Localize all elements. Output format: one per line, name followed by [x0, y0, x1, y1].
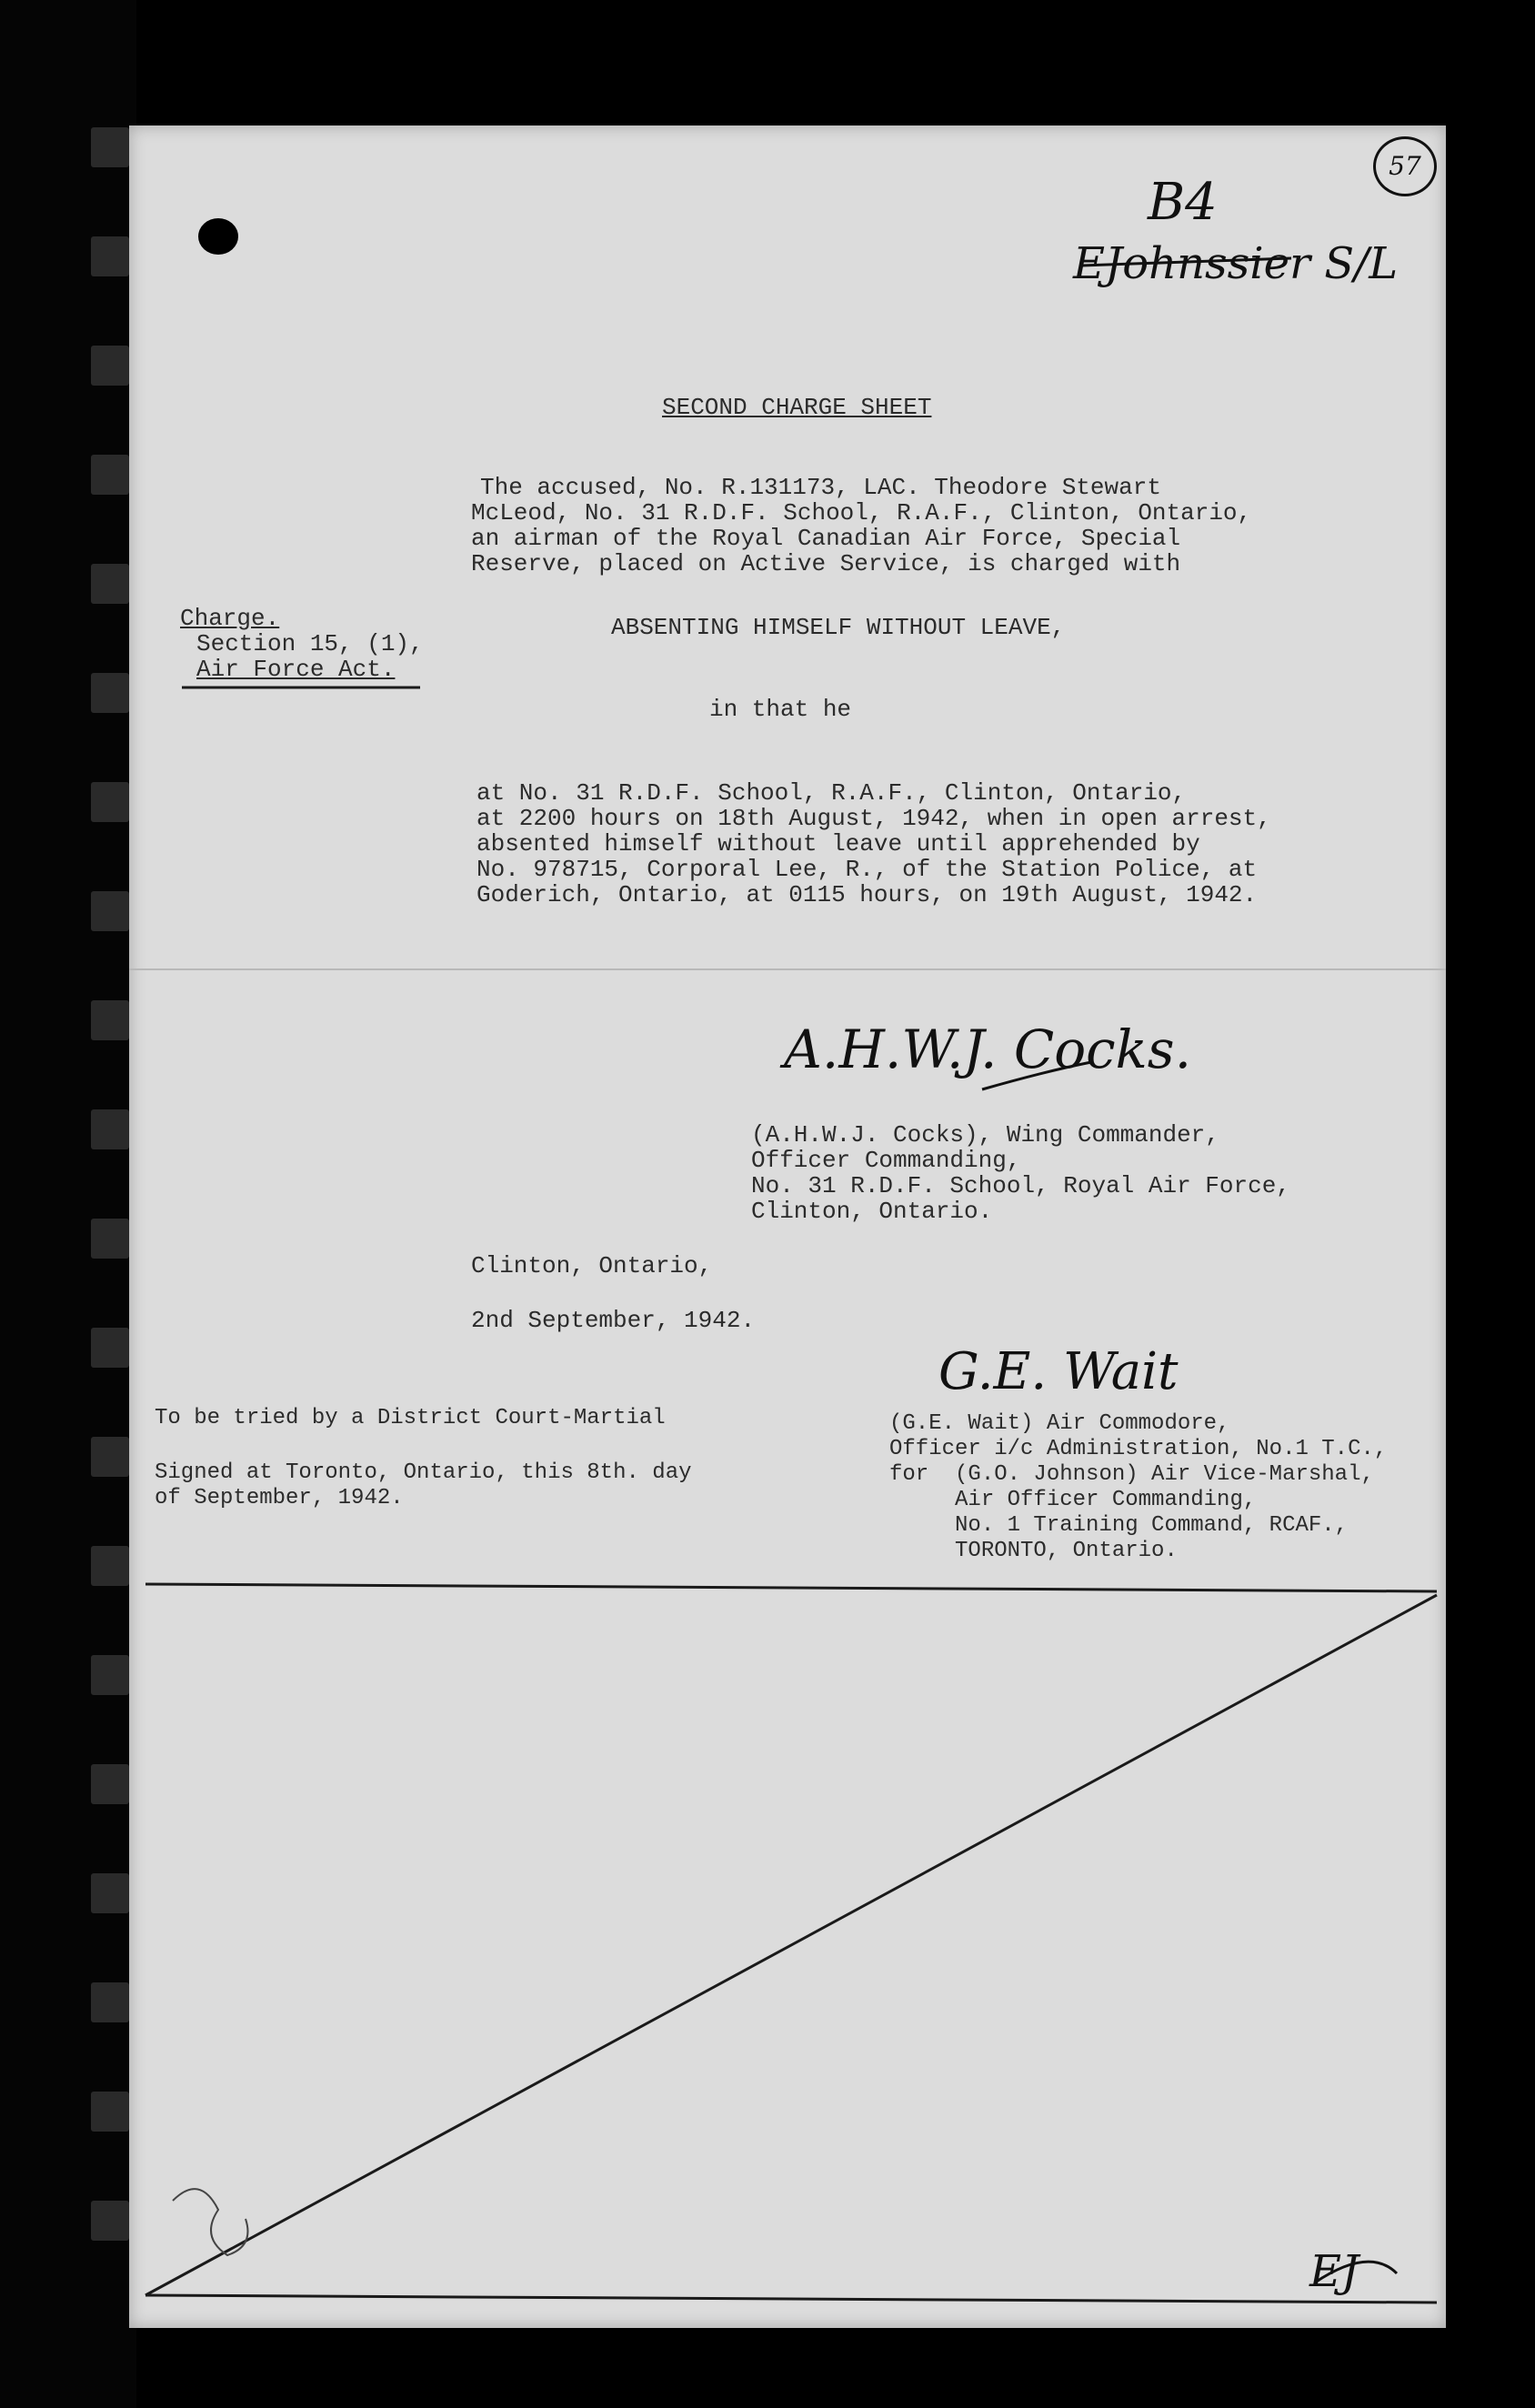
- particulars-line-2: at 2200 hours on 18th August, 1942, when in open arrest,: [477, 805, 1271, 832]
- particulars-line-4: No. 978715, Corporal Lee, R., of the Station Police, at: [477, 856, 1258, 883]
- charge-section: Section 15, (1),: [196, 630, 424, 657]
- accused-line-2: McLeod, No. 31 R.D.F. School, R.A.F., Clinton, Ontario,: [471, 499, 1252, 527]
- cocks-line-3: No. 31 R.D.F. School, Royal Air Force,: [751, 1172, 1290, 1199]
- wait-line-2: Officer i/c Administration, No.1 T.C.,: [889, 1437, 1388, 1461]
- accused-line-1: The accused, No. R.131173, LAC. Theodore Stewart: [480, 474, 1161, 501]
- file-code: B4: [1148, 173, 1218, 232]
- offence-text: ABSENTING HIMSELF WITHOUT LEAVE,: [611, 614, 1066, 641]
- handwritten-initials: EJohnssier S/L: [1073, 238, 1399, 289]
- signed-note-line-2: of September, 1942.: [155, 1486, 404, 1510]
- charge-act: Air Force Act.: [196, 656, 396, 683]
- wait-line-1: (G.E. Wait) Air Commodore,: [889, 1411, 1230, 1436]
- accused-line-3: an airman of the Royal Canadian Air Force, Special: [471, 525, 1181, 552]
- particulars-line-5: Goderich, Ontario, at 0115 hours, on 19th August, 1942.: [477, 881, 1258, 908]
- cocks-line-4: Clinton, Ontario.: [751, 1198, 993, 1225]
- particulars-line-3: absented himself without leave until apprehended by: [477, 830, 1200, 858]
- date-text: 2nd September, 1942.: [471, 1307, 756, 1334]
- charge-heading: Charge.: [180, 605, 280, 632]
- cancel-line-top: [145, 1584, 1437, 1591]
- page-number: 57: [1373, 136, 1437, 196]
- initials-flourish: [1315, 2262, 1397, 2283]
- document-title: SECOND CHARGE SHEET: [662, 394, 932, 421]
- wait-line-3: for (G.O. Johnson) Air Vice-Marshal,: [889, 1462, 1374, 1487]
- place-text: Clinton, Ontario,: [471, 1252, 713, 1279]
- accused-line-4: Reserve, placed on Active Service, is charged with: [471, 550, 1181, 577]
- trial-note: To be tried by a District Court-Martial: [155, 1406, 666, 1430]
- in-that-he: in that he: [709, 696, 852, 723]
- cancel-line-bottom: [145, 2295, 1437, 2303]
- signed-note-line-1: Signed at Toronto, Ontario, this 8th. day: [155, 1460, 692, 1485]
- wait-line-4: Air Officer Commanding,: [889, 1488, 1257, 1512]
- wait-line-6: TORONTO, Ontario.: [889, 1539, 1178, 1563]
- wait-line-5: No. 1 Training Command, RCAF.,: [889, 1513, 1349, 1538]
- cancel-line-diagonal: [145, 1595, 1437, 2295]
- cocks-flourish: [982, 1062, 1091, 1089]
- bottom-initials: EJ: [1309, 2246, 1359, 2297]
- initials-strike: [1082, 258, 1291, 266]
- particulars-line-1: at No. 31 R.D.F. School, R.A.F., Clinton, Ontario,: [477, 779, 1187, 807]
- cocks-line-1: (A.H.W.J. Cocks), Wing Commander,: [751, 1121, 1219, 1149]
- cocks-line-2: Officer Commanding,: [751, 1147, 1021, 1174]
- cocks-signature: A.H.W.J. Cocks.: [784, 1018, 1191, 1080]
- wait-signature: G.E. Wait: [938, 1342, 1179, 1401]
